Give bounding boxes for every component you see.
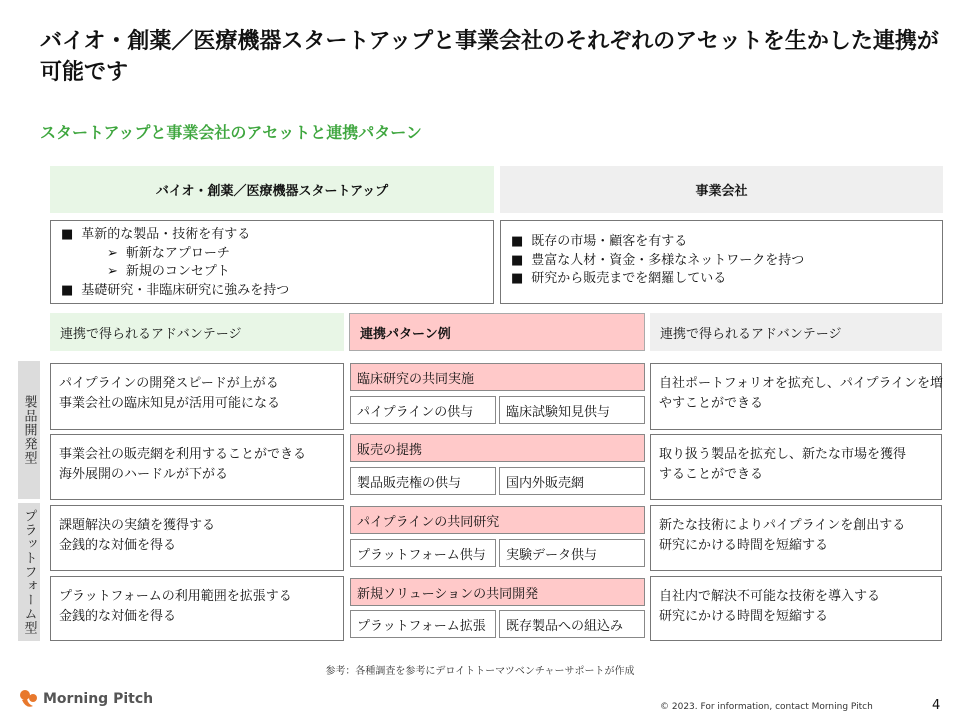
left-advantage-cell — [50, 576, 344, 641]
pattern-item — [350, 610, 496, 638]
pattern-item-text: プラットフォーム供与 — [357, 547, 486, 563]
pattern-title — [350, 434, 645, 462]
square-bullet-icon: ■ — [511, 234, 524, 249]
list-item — [61, 263, 483, 282]
cell-text: パイプラインの開発スピードが上がる — [59, 376, 279, 391]
asset-text: 研究から販売までを網羅している — [531, 271, 727, 286]
pattern-text: 新規ソリューションの共同開発 — [357, 586, 539, 602]
list-item — [61, 245, 483, 264]
pattern-item-text: 臨床試験知見供与 — [506, 404, 611, 420]
section-subtitle: スタートアップと事業会社のアセットと連携パターン — [40, 123, 422, 142]
copyright: © 2023. For information, contact Morning Pitch — [660, 702, 873, 712]
cell-text: 事業会社の臨床知見が活用可能になる — [59, 396, 281, 411]
cell-text: 取り扱う製品を拡充し、新たな市場を獲得 — [659, 447, 907, 462]
pattern-item — [499, 396, 645, 424]
asset-text: 豊富な人材・資金・多様なネットワークを持つ — [531, 252, 805, 268]
asset-text: 基礎研究・非臨床研究に強みを持つ — [81, 282, 290, 298]
pattern-title — [350, 506, 645, 534]
square-bullet-icon: ■ — [61, 282, 74, 298]
cell-text: 金銭的な対価を得る — [59, 538, 177, 553]
left-advantage-cell — [50, 363, 344, 430]
left-advantage-cell — [50, 505, 344, 571]
left-advantage-header — [50, 313, 344, 351]
pattern-item-text: 実験データ供与 — [506, 547, 598, 563]
pattern-item — [499, 539, 645, 567]
cell-text: 自社内で解決不可能な技術を導入する — [659, 589, 881, 604]
pattern-item-text: 製品販売権の供与 — [357, 475, 462, 491]
pattern-text: 臨床研究の共同実施 — [357, 371, 475, 387]
pattern-item — [350, 539, 496, 567]
company-header-label: 事業会社 — [695, 184, 748, 199]
pattern-item-text: パイプラインの供与 — [357, 404, 474, 420]
square-bullet-icon: ■ — [511, 252, 524, 268]
arrow-bullet-icon: ➢ — [107, 264, 118, 279]
cell-text: 研究にかける時間を短縮する — [659, 609, 829, 624]
pattern-text: パイプラインの共同研究 — [357, 514, 500, 530]
brand-logo — [18, 688, 153, 710]
pattern-item — [499, 467, 645, 495]
startup-assets-box — [50, 220, 494, 304]
startup-header — [50, 166, 494, 213]
brand-name: Morning Pitch — [43, 691, 154, 707]
cell-text: 事業会社の販売網を利用することができる — [59, 447, 307, 462]
cell-text: 海外展開のハードルが下がる — [59, 467, 229, 482]
source-note: 参考：各種調査を参考にデロイトトーマツベンチャーサポートが作成 — [325, 666, 635, 677]
group-label-text: 製品開発型 — [21, 395, 37, 465]
cell-text: することができる — [659, 467, 764, 482]
left-advantage-cell — [50, 434, 344, 500]
list-item — [61, 226, 483, 245]
pattern-item-text: 既存製品への組込み — [506, 618, 624, 634]
cell-text: 金銭的な対価を得る — [59, 609, 177, 624]
right-advantage-header — [650, 313, 942, 351]
square-bullet-icon: ■ — [511, 271, 524, 286]
right-advantage-cell — [650, 434, 942, 500]
pattern-title — [350, 363, 645, 391]
group-label-product — [18, 361, 40, 499]
column-label: 連携パターン例 — [360, 326, 451, 342]
right-advantage-cell — [650, 505, 942, 571]
asset-text: 革新的な製品・技術を有する — [81, 227, 251, 242]
list-item — [511, 233, 932, 252]
right-advantage-cell — [650, 576, 942, 641]
page-title: バイオ・創薬／医療機器スタートアップと事業会社のそれぞれのアセットを生かした連携が可能です — [40, 29, 939, 85]
column-label: 連携で得られるアドバンテージ — [660, 326, 842, 342]
column-label: 連携で得られるアドバンテージ — [60, 326, 242, 342]
pattern-item — [350, 467, 496, 495]
asset-text: 斬新なアプローチ — [125, 245, 230, 261]
page-number: 4 — [932, 698, 941, 713]
pattern-text: 販売の提携 — [357, 442, 423, 458]
arrow-bullet-icon: ➢ — [107, 245, 118, 261]
cell-text: やすことができる — [659, 396, 764, 411]
group-label-platform — [18, 503, 40, 641]
cell-text: プラットフォームの利用範囲を拡張する — [59, 589, 292, 604]
cell-text: 自社ポートフォリオを拡充し、パイプラインを増 — [659, 376, 944, 391]
cell-text: 新たな技術によりパイプラインを創出する — [659, 518, 906, 533]
cell-text: 研究にかける時間を短縮する — [659, 538, 829, 553]
pattern-title — [350, 578, 645, 606]
list-item — [511, 270, 932, 289]
asset-text: 新規のコンセプト — [125, 264, 230, 279]
pattern-item — [499, 610, 645, 638]
startup-header-label: バイオ・創薬／医療機器スタートアップ — [155, 184, 389, 199]
company-header — [500, 166, 943, 213]
list-item — [61, 282, 483, 301]
morning-pitch-logo-icon — [18, 688, 40, 710]
pattern-item-text: 国内外販売網 — [506, 475, 585, 491]
right-advantage-cell — [650, 363, 942, 430]
pattern-item — [350, 396, 496, 424]
asset-text: 既存の市場・顧客を有する — [531, 234, 688, 249]
cell-text: 課題解決の実績を獲得する — [59, 518, 216, 533]
square-bullet-icon: ■ — [61, 227, 74, 242]
pattern-item-text: プラットフォーム拡張 — [357, 618, 486, 634]
company-assets-box — [500, 220, 943, 304]
list-item — [511, 252, 932, 271]
group-label-text: プラットフォーム型 — [21, 509, 37, 635]
pattern-header — [349, 313, 645, 351]
